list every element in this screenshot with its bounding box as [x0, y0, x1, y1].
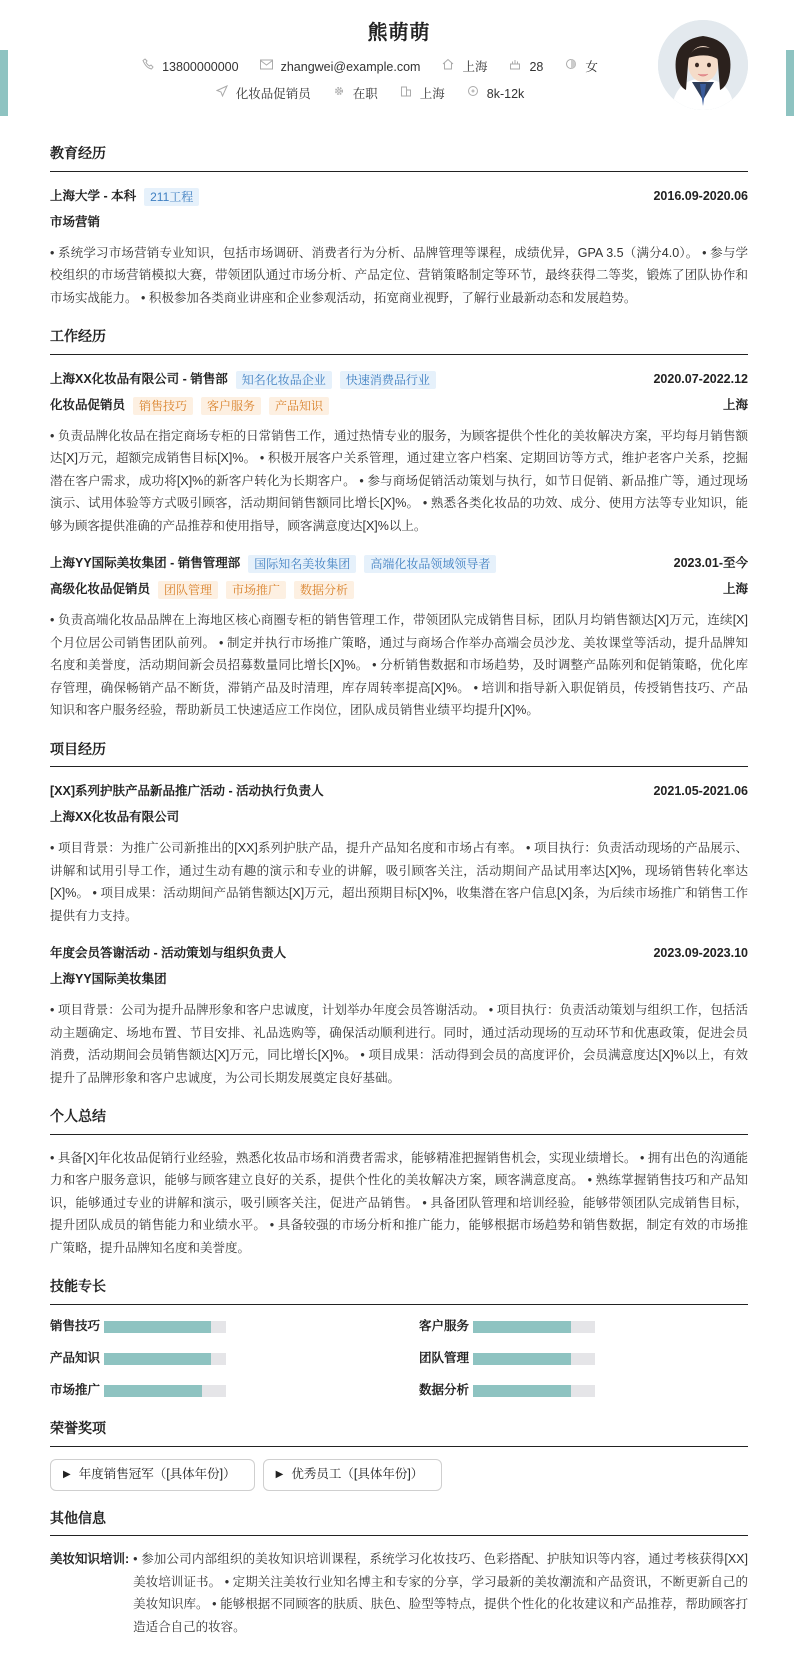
- salary-text: 8k-12k: [486, 87, 525, 101]
- skill-bar: [104, 1353, 226, 1365]
- project-org: 上海YY国际美妆集团: [50, 972, 167, 987]
- work-desc: • 负责品牌化妆品在指定商场专柜的日常销售工作，通过热情专业的服务，为顾客提供个性化的美妆解决方案，平均每月销售额达[X]万元，超额完成销售目标[X]%。 • 积极开展客户关系管理，通过建立客户档案、定期回访等方式，维护老客户关系，挖掘潜在客户需求，成功将[X]%的新客户转化为长期客户。 • 参与商场促销活动策划与执行，如节日促销、新品推广等，通过现场演示、试用体验等方式吸引顾客，活动期间销售额同比增长[X]%。 • 熟悉各类化妆品的功效、成分、使用方法等专业知识，能够为顾客提供准确的产品推荐和使用指导，顾客满意度达[X]%以上。: [50, 428, 748, 533]
- skills-title: 技能专长: [50, 1273, 748, 1305]
- skill-name: 销售技巧: [50, 1319, 101, 1334]
- skill-item: [419, 1349, 748, 1369]
- honors-list: [50, 1459, 748, 1491]
- skill-bar: [104, 1385, 226, 1397]
- project-desc: • 项目背景：为推广公司新推出的[XX]系列护肤产品，提升产品知名度和市场占有率。 • 项目执行：负责活动现场的产品展示、讲解和试用引导工作，通过生动有趣的演示和专业的讲解，吸引顾客关注，活动期间产品试用率达[X]%，现场销售转化率达[X]%。 • 项目成果：活动期间产品销售额达[X]万元，超出预期目标[X]%，收集潜在客户信息[X]条，为后续市场推广和销售工作提供有力支持。: [50, 841, 748, 923]
- school-name: 上海大学 - 本科: [50, 188, 137, 203]
- education-title: 教育经历: [50, 140, 748, 172]
- summary-desc: • 具备[X]年化妆品促销行业经验，熟悉化妆品市场和消费者需求，能够精准把握销售机会，实现业绩增长。 • 拥有出色的沟通能力和客户服务意识，能够与顾客建立良好的关系，提供个性化的美妆解决方案，顾客满意度高。 • 熟练掌握销售技巧和产品知识，能够通过专业的讲解和演示，吸引顾客关注，促进产品销售。 • 具备团队管理和培训经验，能够带领团队完成销售目标，提升团队成员的销售能力和业绩水平。 • 具备较强的市场分析和推广能力，能够根据市场趋势和销售数据，制定有效的市场推广策略，提升品牌知名度和美誉度。: [50, 1150, 748, 1255]
- gear-icon: [331, 84, 347, 105]
- other-title: 其他信息: [50, 1505, 748, 1537]
- skill-name: 产品知识: [50, 1351, 101, 1366]
- school-tag: 211工程: [144, 188, 199, 206]
- skill-item: [50, 1349, 379, 1369]
- honor-label: 年度销售冠军（[具体年份]）: [78, 1466, 236, 1481]
- summary-title: 个人总结: [50, 1103, 748, 1135]
- project-date: 2023.09-2023.10: [653, 946, 748, 961]
- work-date: 2020.07-2022.12: [653, 371, 748, 386]
- work-header-row: [50, 367, 748, 393]
- resume-header: [50, 0, 748, 140]
- project-section: [50, 736, 748, 1090]
- company-tag: 高端化妆品领域领导者: [364, 555, 496, 573]
- avatar-photo-icon: [658, 20, 748, 110]
- skill-tag: 市场推广: [226, 581, 286, 599]
- skill-bar: [473, 1385, 595, 1397]
- job-info: [214, 83, 311, 107]
- work-desc: • 负责高端化妆品品牌在上海地区核心商圈专柜的销售管理工作，带领团队完成销售目标，团队月均销售额达[X]万元，连续[X]个月位居公司销售团队前列。 • 制定并执行市场推广策略，通过与商场合作举办高端会员沙龙、美妆课堂等活动，提升品牌知名度和美誉度，活动期间新会员招募数量同比增长[X]%。 • 分析销售数据和市场趋势，及时调整产品陈列和促销策略，优化库存管理，确保畅销产品不断货，滞销产品及时清理，库存周转率提高[X]%。 • 培训和指导新入职促销员，传授销售技巧、产品知识和客户服务经验，帮助新员工快速适应工作岗位，团队成员销售业绩平均提升[X]%。: [50, 613, 748, 718]
- candidate-name: 熊萌萌: [367, 22, 431, 44]
- skill-tag: 数据分析: [294, 581, 354, 599]
- company-tag: 知名化妆品企业: [236, 371, 332, 389]
- phone-text: 13800000000: [162, 60, 239, 74]
- play-triangle-icon: ▶: [63, 1469, 71, 1481]
- skill-item: [419, 1381, 748, 1401]
- project-entry: [50, 779, 748, 927]
- phone-icon: [140, 57, 156, 78]
- project-org-row: [50, 805, 748, 831]
- gender-info: [563, 56, 598, 80]
- other-desc: • 参加公司内部组织的美妆知识培训课程，系统学习化妆技巧、色彩搭配、护肤知识等内容，通过考核获得[XX]美妆培训证书。 • 定期关注美妆行业知名博主和专家的分享，学习最新的美妆潮流和产品资讯，不断更新自己的美妆知识库。 • 能够根据不同顾客的肤质、肤色、脸型等特点，提供个性化的化妆建议和产品推荐，帮助顾客打造适合自己的妆容。: [133, 1552, 748, 1634]
- skill-bar-fill: [104, 1385, 202, 1397]
- skill-bar-fill: [473, 1385, 571, 1397]
- work-entry: [50, 367, 748, 538]
- other-entry: [50, 1548, 748, 1638]
- role-row: [50, 577, 748, 603]
- skill-bar-fill: [104, 1321, 211, 1333]
- skills-section: [50, 1273, 748, 1401]
- skill-bar: [104, 1321, 226, 1333]
- honors-section: [50, 1415, 748, 1491]
- age-text: 28: [529, 60, 544, 74]
- company-tag: 快速消费品行业: [340, 371, 436, 389]
- skill-name: 市场推广: [50, 1383, 101, 1398]
- skill-tag: 产品知识: [269, 397, 329, 415]
- project-org-row: [50, 967, 748, 993]
- education-header-row: [50, 184, 748, 210]
- status-text: 在职: [352, 87, 378, 101]
- company-name: 上海YY国际美妆集团 - 销售管理部: [50, 556, 241, 571]
- honor-item[interactable]: [263, 1459, 443, 1491]
- honors-title: 荣誉奖项: [50, 1415, 748, 1447]
- mail-icon: [259, 57, 275, 78]
- role-name: 高级化妆品促销员: [50, 582, 151, 597]
- education-section: [50, 140, 748, 309]
- job-text: 化妆品促销员: [235, 87, 311, 101]
- job-row: [50, 83, 688, 107]
- project-title: 项目经历: [50, 736, 748, 768]
- target-city-info: [398, 83, 445, 107]
- work-header-row: [50, 551, 748, 577]
- major-row: [50, 210, 748, 236]
- honor-item[interactable]: [50, 1459, 255, 1491]
- major-name: 市场营销: [50, 214, 101, 229]
- skill-tag: 客户服务: [201, 397, 261, 415]
- work-location: 上海: [722, 582, 748, 597]
- cake-icon: [507, 57, 523, 78]
- project-name: [XX]系列护肤产品新品推广活动 - 活动执行负责人: [50, 784, 324, 799]
- send-icon: [214, 84, 230, 105]
- education-desc: • 系统学习市场营销专业知识，包括市场调研、消费者行为分析、品牌管理等课程，成绩优异，GPA 3.5（满分4.0）。 • 参与学校组织的市场营销模拟大赛，带领团队通过市场分析、产品定位、营销策略制定等环节，最终获得二等奖，锻炼了团队协作和市场实战能力。 • 积极参加各类商业讲座和企业参观活动，拓宽商业视野，了解行业最新动态和发展趋势。: [50, 245, 748, 305]
- skill-name: 数据分析: [419, 1383, 470, 1398]
- skill-bar-fill: [473, 1353, 571, 1365]
- left-accent-bar: [0, 50, 8, 116]
- company-tag: 国际知名美妆集团: [248, 555, 356, 573]
- work-date: 2023.01-至今: [673, 556, 748, 571]
- summary-section: [50, 1103, 748, 1259]
- target-city-text: 上海: [419, 87, 445, 101]
- skill-item: [419, 1317, 748, 1337]
- other-label: 美妆知识培训:: [50, 1552, 130, 1567]
- phone-info: [140, 56, 238, 80]
- work-entry: [50, 551, 748, 722]
- skill-bar-fill: [104, 1353, 211, 1365]
- coin-icon: [465, 84, 481, 105]
- age-info: [507, 56, 543, 80]
- skill-item: [50, 1381, 379, 1401]
- home-icon: [440, 57, 456, 78]
- skill-bar: [473, 1321, 595, 1333]
- city-text: 上海: [462, 60, 488, 74]
- contact-row: [50, 56, 688, 80]
- project-org: 上海XX化妆品有限公司: [50, 810, 180, 825]
- email-info: [259, 56, 421, 80]
- skill-tag: 团队管理: [158, 581, 218, 599]
- skill-name: 团队管理: [419, 1351, 470, 1366]
- skill-bar-fill: [473, 1321, 571, 1333]
- project-date: 2021.05-2021.06: [653, 784, 748, 799]
- project-desc: • 项目背景：公司为提升品牌形象和客户忠诚度，计划举办年度会员答谢活动。 • 项目执行：负责活动策划与组织工作，包括活动主题确定、场地布置、节目安排、礼品选购等，确保活动顺利进行。同时，通过活动现场的互动环节和优惠政策，促进会员消费，活动期间会员销售额达[X]万元，同比增长[X]%。 • 项目成果：活动得到会员的高度评价，会员满意度达[X]%以上，有效提升了品牌形象和客户忠诚度，为公司长期发展奠定良好基础。: [50, 1003, 748, 1085]
- work-location: 上海: [722, 397, 748, 412]
- role-name: 化妆品促销员: [50, 397, 126, 412]
- skill-bar: [473, 1353, 595, 1365]
- education-entry: [50, 184, 748, 310]
- salary-info: [465, 83, 525, 107]
- project-entry: [50, 941, 748, 1089]
- education-date: 2016.09-2020.06: [653, 188, 748, 203]
- building-icon: [398, 84, 414, 105]
- avatar: [658, 20, 748, 110]
- gender-icon: [563, 57, 579, 78]
- other-section: [50, 1505, 748, 1639]
- status-info: [331, 83, 378, 107]
- role-row: [50, 393, 748, 419]
- email-text: zhangwei@example.com: [280, 60, 421, 74]
- gender-text: 女: [585, 60, 598, 74]
- skill-tag: 销售技巧: [133, 397, 193, 415]
- work-title: 工作经历: [50, 323, 748, 355]
- project-name: 年度会员答谢活动 - 活动策划与组织负责人: [50, 946, 287, 961]
- work-section: [50, 323, 748, 722]
- city-info: [440, 56, 487, 80]
- skill-item: [50, 1317, 379, 1337]
- skills-grid: [50, 1317, 748, 1401]
- project-header-row: [50, 779, 748, 805]
- company-name: 上海XX化妆品有限公司 - 销售部: [50, 371, 228, 386]
- project-header-row: [50, 941, 748, 967]
- honor-label: 优秀员工（[具体年份]）: [291, 1466, 424, 1481]
- right-accent-bar: [786, 50, 794, 116]
- play-triangle-icon: ▶: [275, 1469, 284, 1481]
- skill-name: 客户服务: [419, 1319, 470, 1334]
